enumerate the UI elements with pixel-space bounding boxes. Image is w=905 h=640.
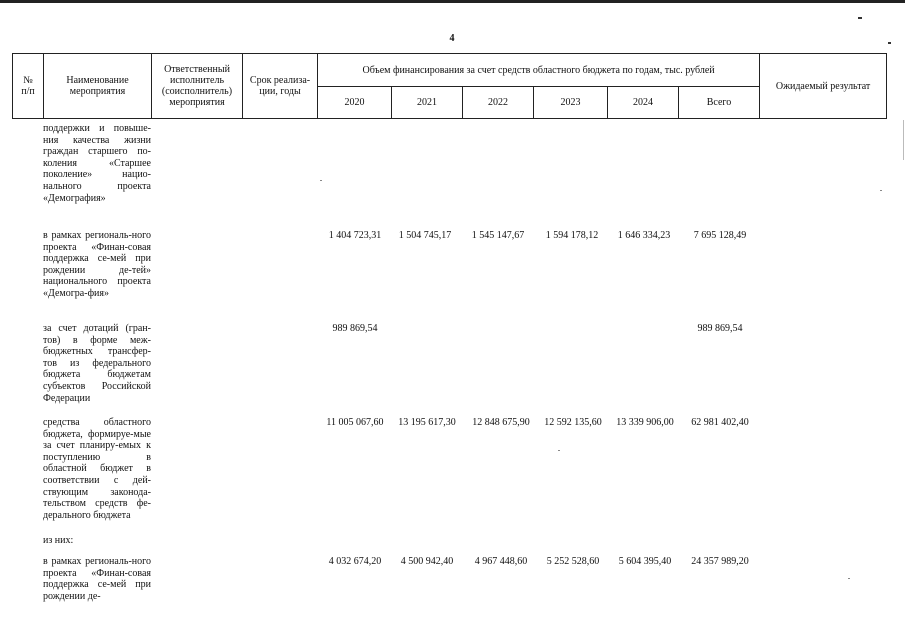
row-1-value-2023: 1 594 178,12 [545,230,599,241]
row-5-value-2024: 5 604 395,40 [618,556,672,567]
scan-speck [848,578,850,579]
scan-speck [858,17,862,19]
scan-speck [320,180,322,181]
header-year-2020: 2020 [318,87,392,119]
row-5-value-2020: 4 032 674,20 [328,556,382,567]
row-3-value-2024: 13 339 906,00 [616,417,674,428]
row-2-total: 989 869,54 [697,323,743,334]
scan-speck [558,450,560,451]
header-year-2024: 2024 [608,87,679,119]
header-year-2023: 2023 [534,87,608,119]
row-3-value-2021: 13 195 617,30 [398,417,456,428]
header-table [12,53,887,119]
row-1-value-2021: 1 504 745,17 [398,230,452,241]
row-3-value-2022: 12 848 675,90 [472,417,530,428]
row-3-value-2023: 12 592 135,60 [544,417,602,428]
row-name-of-which: из них: [43,535,74,546]
row-5-value-2022: 4 967 448,60 [474,556,528,567]
header-col-number: № п/п [13,54,44,119]
header-col-term: Срок реализа-ции, годы [243,54,318,119]
row-3-value-2020: 11 005 067,60 [326,417,384,428]
header-col-funding: Объем финансирования за счет средств областного бюджета по годам, тыс. рублей [318,54,760,87]
header-col-total: Всего [679,87,760,119]
row-name-family-support: в рамках региональ-ного проекта «Финан-совая поддержка се-мей при рождении де-тей» национального проекта «Демогра-фия» [43,230,151,299]
row-name-regional-budget: средства областного бюджета, формируе-мые за счет планиру-емых к поступлению в областной бюджет в соответствии с дей-ствующим законода-тельством средств фе-дерального бюджета [43,417,151,521]
row-1-value-2022: 1 545 147,67 [471,230,525,241]
row-1-value-2024: 1 646 334,23 [617,230,671,241]
page-number: 4 [449,33,455,44]
scan-speck [880,190,882,191]
scan-speck [888,42,891,44]
row-name-federal-grants: за счет дотаций (гран-тов) в форме меж-бюджетных трансфер-тов из федерального бюджета бюджетам субъектов Российской Федерации [43,323,151,404]
row-1-value-2020: 1 404 723,31 [328,230,382,241]
row-5-value-2023: 5 252 528,60 [546,556,600,567]
header-year-2021: 2021 [392,87,463,119]
header-col-responsible: Ответственный исполнитель (соисполнитель) мероприятия [152,54,243,119]
header-year-2022: 2022 [463,87,534,119]
row-5-total: 24 357 989,20 [691,556,749,567]
row-name-elderly: поддержки и повыше-ния качества жизни граждан старшего по-коления «Старшее поколение» нацио-нального проекта «Демография» [43,123,151,204]
row-name-family-support-2: в рамках региональ-ного проекта «Финан-совая поддержка се-мей при рождении де- [43,556,151,602]
scan-edge-line [903,120,904,160]
top-border-line [0,0,905,3]
row-5-value-2021: 4 500 942,40 [400,556,454,567]
row-1-total: 7 695 128,49 [693,230,747,241]
header-col-name: Наименование мероприятия [44,54,152,119]
row-3-total: 62 981 402,40 [691,417,749,428]
row-2-value-2020: 989 869,54 [332,323,378,334]
header-col-result: Ожидаемый результат [760,54,887,119]
